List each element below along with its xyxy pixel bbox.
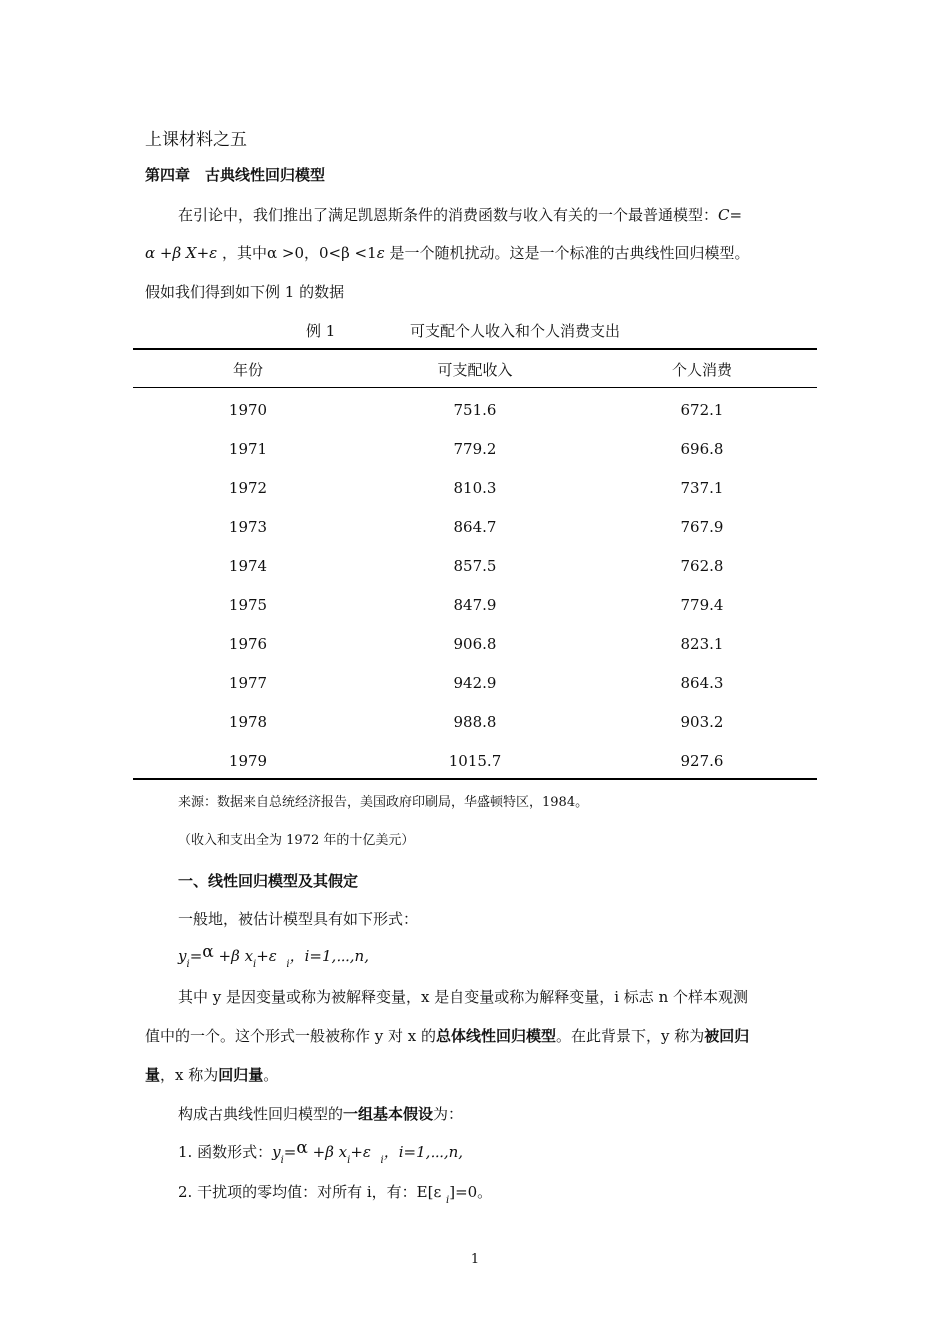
year-cell: 1977 xyxy=(228,674,268,692)
year-cell: 1972 xyxy=(228,479,268,497)
p2-term-regressand: 被回归 xyxy=(704,1027,750,1045)
consumption-cell: 927.6 xyxy=(680,752,724,770)
consumption-cell: 864.3 xyxy=(680,674,724,692)
consumption-cell: 767.9 xyxy=(680,518,724,536)
p2-text-d: 。 xyxy=(263,1066,279,1084)
eq-alpha: α xyxy=(202,942,214,962)
year-cell: 1975 xyxy=(228,596,268,614)
eq-beta: +β xyxy=(312,1143,334,1161)
chapter-heading: 第四章 古典线性回归模型 xyxy=(145,166,326,184)
p2-term-regressand-end: 量 xyxy=(145,1066,161,1084)
year-cell: 1979 xyxy=(228,752,268,770)
income-cell: 1015.7 xyxy=(448,752,502,770)
eq-x: x xyxy=(244,947,254,965)
section-paragraph-2-line-2 xyxy=(145,1026,749,1046)
eq-tail: ，i=1,⋯,n, xyxy=(289,947,369,965)
consumption-cell: 823.1 xyxy=(680,635,724,653)
income-cell: 906.8 xyxy=(453,635,497,653)
assumption-2-tail: ]=0。 xyxy=(449,1183,493,1201)
eq-tail: ，i=1,⋯,n, xyxy=(383,1143,464,1161)
eq-sub-i: i xyxy=(380,1155,384,1166)
income-cell: 988.8 xyxy=(453,713,497,731)
eq-y: y xyxy=(272,1143,281,1161)
income-cell: 942.9 xyxy=(453,674,497,692)
section-heading: 一、线性回归模型及其假定 xyxy=(178,872,359,890)
eq-sub-i: i xyxy=(186,959,190,970)
income-cell: 779.2 xyxy=(453,440,497,458)
p3-text-a: 构成古典线性回归模型的 xyxy=(178,1105,344,1123)
table-caption-title: 可支配个人收入和个人消费支出 xyxy=(410,322,621,340)
p3-text-b: 为： xyxy=(433,1105,464,1123)
income-cell: 847.9 xyxy=(453,596,497,614)
table-header-consumption: 个人消费 xyxy=(671,361,732,379)
page-title: 上课材料之五 xyxy=(145,130,247,150)
eq-sub-i: i xyxy=(446,1195,450,1206)
intro-line-2 xyxy=(145,243,750,263)
table-top-rule xyxy=(133,348,817,350)
year-cell: 1973 xyxy=(228,518,268,536)
consumption-cell: 737.1 xyxy=(680,479,724,497)
year-cell: 1971 xyxy=(228,440,268,458)
income-cell: 857.5 xyxy=(453,557,497,575)
year-cell: 1974 xyxy=(228,557,268,575)
page-number: 1 xyxy=(470,1252,480,1267)
table-header-income: 可支配收入 xyxy=(437,361,513,379)
table-unit-note: （收入和支出全为 1972 年的十亿美元） xyxy=(178,833,415,848)
eq-sign: = xyxy=(189,947,203,965)
intro-line-2-text-b: 是一个随机扰动。这是一个标准的古典线性回归模型。 xyxy=(389,244,750,262)
consumption-cell: 903.2 xyxy=(680,713,724,731)
eq-sub-i: i xyxy=(280,1155,284,1166)
table-header-rule xyxy=(133,387,817,388)
p2-term-regressor: 回归量 xyxy=(218,1066,264,1084)
consumption-cell: 672.1 xyxy=(680,401,724,419)
section-paragraph-2-line-3 xyxy=(145,1065,278,1085)
eq-sub-i: i xyxy=(286,959,290,970)
p2-text-b: 。在此背景下，y 称为 xyxy=(556,1027,705,1045)
eq-alpha: α xyxy=(296,1138,308,1158)
assumption-1-label: 1. 函数形式： xyxy=(178,1143,273,1161)
consumption-cell: 696.8 xyxy=(680,440,724,458)
income-cell: 751.6 xyxy=(453,401,497,419)
intro-formula-model: α +β X+ε xyxy=(145,244,218,262)
section-paragraph-2-line-1: 其中 y 是因变量或称为被解释变量，x 是自变量或称为解释变量，i 标志 n 个样本观测 xyxy=(178,988,749,1006)
income-cell: 864.7 xyxy=(453,518,497,536)
year-cell: 1976 xyxy=(228,635,268,653)
p3-term-assumptions: 一组基本假设 xyxy=(343,1105,434,1123)
year-cell: 1970 xyxy=(228,401,268,419)
intro-line-1 xyxy=(178,205,742,225)
table-source-note: 来源：数据来自总统经济报告，美国政府印刷局，华盛顿特区，1984。 xyxy=(178,795,589,810)
income-cell: 810.3 xyxy=(453,479,497,497)
assumption-2 xyxy=(178,1182,492,1205)
intro-line-2-text-a: ，其中 xyxy=(221,244,267,262)
model-equation xyxy=(178,942,369,970)
consumption-cell: 762.8 xyxy=(680,557,724,575)
table-header-year: 年份 xyxy=(232,361,263,379)
eq-eps: +ε xyxy=(350,1143,371,1161)
section-paragraph-1: 一般地，被估计模型具有如下形式： xyxy=(178,910,419,928)
eq-y: y xyxy=(178,947,187,965)
p2-text-a: 值中的一个。这个形式一般被称作 y 对 x 的 xyxy=(145,1027,437,1045)
section-paragraph-3 xyxy=(178,1104,463,1124)
eq-sign: = xyxy=(283,1143,297,1161)
p2-term-population-model: 总体线性回归模型 xyxy=(436,1027,557,1045)
intro-formula-eps: ε xyxy=(376,244,385,262)
p2-text-c: ，x 称为 xyxy=(160,1066,219,1084)
year-cell: 1978 xyxy=(228,713,268,731)
table-caption-label: 例 1 xyxy=(306,322,336,340)
consumption-cell: 779.4 xyxy=(680,596,724,614)
eq-sub-i: i xyxy=(253,959,257,970)
eq-x: x xyxy=(338,1143,348,1161)
intro-formula-c: C= xyxy=(718,206,743,224)
intro-formula-constraints: α >0，0<β <1 xyxy=(267,244,377,262)
eq-sub-i: i xyxy=(347,1155,351,1166)
assumption-1 xyxy=(178,1138,464,1166)
assumption-2-label: 2. 干扰项的零均值：对所有 i，有：E[ε xyxy=(178,1183,442,1201)
eq-beta: +β xyxy=(218,947,240,965)
eq-eps: +ε xyxy=(256,947,277,965)
intro-line-1-text: 在引论中，我们推出了满足凯恩斯条件的消费函数与收入有关的一个最普通模型： xyxy=(178,206,719,224)
table-bottom-rule xyxy=(133,778,817,780)
intro-line-3: 假如我们得到如下例 1 的数据 xyxy=(145,283,345,301)
